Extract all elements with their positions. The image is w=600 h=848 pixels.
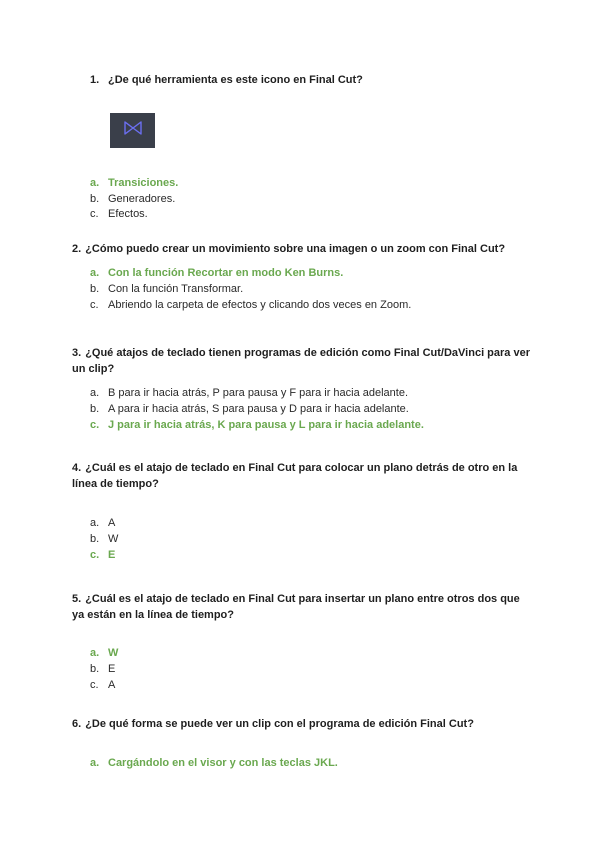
question-3-option-a: a. B para ir hacia atrás, P para pausa y F para ir hacia adelante. bbox=[90, 387, 409, 399]
question-1 bbox=[90, 72, 363, 88]
question-5-option-b: b. E bbox=[90, 663, 116, 675]
question-2-option-c: c. Abriendo la carpeta de efectos y clicando dos veces en Zoom. bbox=[90, 299, 412, 311]
question-text-line-2: ya están en la línea de tiempo? bbox=[72, 609, 234, 621]
question-6 bbox=[72, 716, 474, 732]
question-3 bbox=[72, 345, 530, 361]
transition-icon-box bbox=[110, 113, 155, 148]
question-number: 5. bbox=[72, 593, 82, 605]
question-2-option-a: a. Con la función Recortar en modo Ken Burns. bbox=[90, 267, 344, 279]
question-number: 3. bbox=[72, 347, 82, 359]
question-3-option-c: c. J para ir hacia atrás, K para pausa y L para ir hacia adelante. bbox=[90, 419, 424, 431]
question-4-option-a: a. A bbox=[90, 517, 116, 529]
question-2-option-b: b. Con la función Transformar. bbox=[90, 283, 244, 295]
question-4-line-2 bbox=[72, 476, 159, 492]
question-3-line-2 bbox=[72, 361, 114, 377]
transition-bowtie-icon bbox=[123, 120, 143, 141]
question-1-option-a: a. Transiciones. bbox=[90, 177, 179, 189]
question-3-option-b: b. A para ir hacia atrás, S para pausa y D para ir hacia adelante. bbox=[90, 403, 409, 415]
question-6-option-a: a. Cargándolo en el visor y con las teclas JKL. bbox=[90, 757, 338, 769]
question-number: 6. bbox=[72, 718, 82, 730]
question-2 bbox=[72, 241, 505, 257]
question-text-line-2: un clip? bbox=[72, 363, 115, 375]
question-5-option-a: a. W bbox=[90, 647, 119, 659]
question-text-line-1: ¿Cuál es el atajo de teclado en Final Cut para insertar un plano entre otros dos que bbox=[85, 593, 520, 605]
question-number: 2. bbox=[72, 243, 82, 255]
question-4-option-c: c. E bbox=[90, 549, 116, 561]
question-number: 1. bbox=[90, 74, 100, 86]
question-text: ¿De qué forma se puede ver un clip con el programa de edición Final Cut? bbox=[85, 718, 474, 730]
question-text-line-1: ¿Cuál es el atajo de teclado en Final Cut para colocar un plano detrás de otro en la bbox=[85, 462, 518, 474]
question-1-option-b: b. Generadores. bbox=[90, 193, 176, 205]
question-5-option-c: c. A bbox=[90, 679, 116, 691]
question-5 bbox=[72, 591, 520, 607]
question-1-option-c: c. Efectos. bbox=[90, 208, 148, 220]
question-text: ¿Cómo puedo crear un movimiento sobre una imagen o un zoom con Final Cut? bbox=[85, 243, 506, 255]
question-4-option-b: b. W bbox=[90, 533, 119, 545]
question-number: 4. bbox=[72, 462, 82, 474]
question-text-line-2: línea de tiempo? bbox=[72, 478, 159, 490]
question-5-line-2 bbox=[72, 607, 234, 623]
question-4 bbox=[72, 460, 517, 476]
question-text: ¿De qué herramienta es este icono en Final Cut? bbox=[108, 74, 363, 86]
question-text-line-1: ¿Qué atajos de teclado tienen programas de edición como Final Cut/DaVinci para ver bbox=[85, 347, 530, 359]
